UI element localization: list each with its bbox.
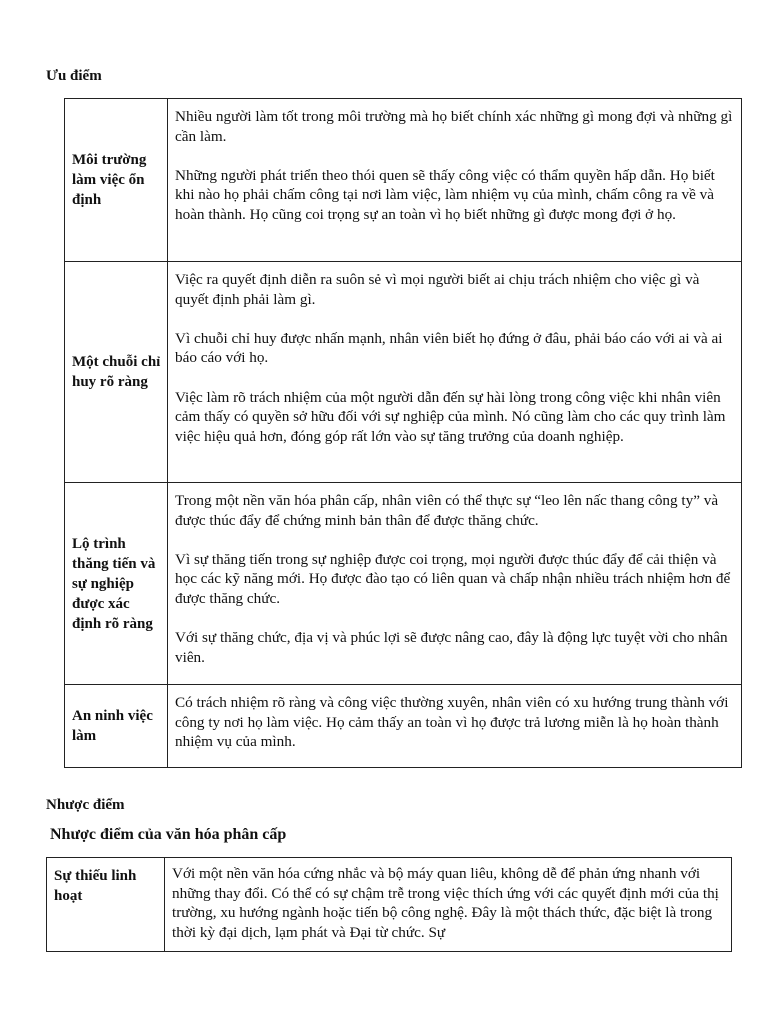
table-row (65, 483, 742, 685)
paragraph: Việc ra quyết định diễn ra suôn sẻ vì mọi người biết ai chịu trách nhiệm cho việc gì và quyết định phải làm gì. (175, 271, 700, 308)
row-label: An ninh việc làm (65, 685, 168, 768)
paragraph: Vì sự thăng tiến trong sự nghiệp được coi trọng, mọi người được thúc đẩy để cải thiện và học các kỹ năng mới. Họ được đào tạo có liên quan và chấp nhận nhiều trách nhiệm hơn để được thăng chức. (175, 550, 731, 607)
row-content (168, 99, 742, 262)
table-row (65, 685, 742, 768)
row-label: Một chuỗi chỉ huy rõ ràng (65, 262, 168, 483)
row-label: Sự thiếu linh hoạt (47, 858, 165, 952)
paragraph: Nhiều người làm tốt trong môi trường mà họ biết chính xác những gì mong đợi và những gì cần làm. (175, 108, 733, 145)
paragraph: Với một nền văn hóa cứng nhắc và bộ máy quan liêu, không dễ để phản ứng nhanh với những thay đổi. Có thể có sự chậm trễ trong việc thích ứng với các quyết định mới của thị trường, xu hướng ngành hoặc tiến bộ công nghệ. Đây là một thách thức, đặc biệt là trong thời kỳ đại dịch, lạm phát và Đại từ chức. Sự (172, 865, 719, 941)
table-row (65, 99, 742, 262)
disadvantages-table (46, 857, 732, 952)
paragraph: Có trách nhiệm rõ ràng và công việc thường xuyên, nhân viên có xu hướng trung thành với công ty nơi họ làm việc. Họ cảm thấy an toàn vì họ được trả lương miễn là họ hoàn thành nhiệm vụ của mình. (175, 694, 729, 751)
row-content (168, 685, 742, 768)
row-content (165, 858, 732, 952)
paragraph: Với sự thăng chức, địa vị và phúc lợi sẽ được nâng cao, đây là động lực tuyệt vời cho nhân viên. (175, 629, 728, 666)
disadvantages-heading: Nhược điểm (46, 797, 125, 813)
row-label: Môi trường làm việc ổn định (65, 99, 168, 262)
advantages-heading: Ưu điểm (46, 68, 102, 84)
disadvantages-subheading: Nhược điểm của văn hóa phân cấp (50, 826, 287, 843)
table-row (47, 858, 732, 952)
table-row (65, 262, 742, 483)
row-content (168, 262, 742, 483)
advantages-table (64, 98, 742, 768)
paragraph: Việc làm rõ trách nhiệm của một người dẫn đến sự hài lòng trong công việc khi nhân viên cảm thấy có quyền sở hữu đối với sự nghiệp của mình. Nó cũng làm cho các quy trình làm việc hiệu quả hơn, đóng góp rất lớn vào sự tăng trưởng của doanh nghiệp. (175, 388, 726, 445)
paragraph: Vì chuỗi chỉ huy được nhấn mạnh, nhân viên biết họ đứng ở đâu, phải báo cáo với ai và ai báo cáo với họ. (175, 329, 723, 367)
paragraph: Trong một nền văn hóa phân cấp, nhân viên có thể thực sự “leo lên nấc thang công ty” và được thúc đẩy để chứng minh bản thân để được thăng chức. (175, 492, 719, 529)
row-content (168, 483, 742, 685)
row-label: Lộ trình thăng tiến và sự nghiệp được xác định rõ ràng (65, 483, 168, 685)
paragraph: Những người phát triển theo thói quen sẽ thấy công việc có thẩm quyền hấp dẫn. Họ biết khi nào họ phải chấm công tại nơi làm việc, làm nhiệm vụ của mình, chấm công ra về và hoàn thành. Họ cũng coi trọng sự an toàn vì họ biết những gì được mong đợi ở họ. (175, 166, 715, 223)
